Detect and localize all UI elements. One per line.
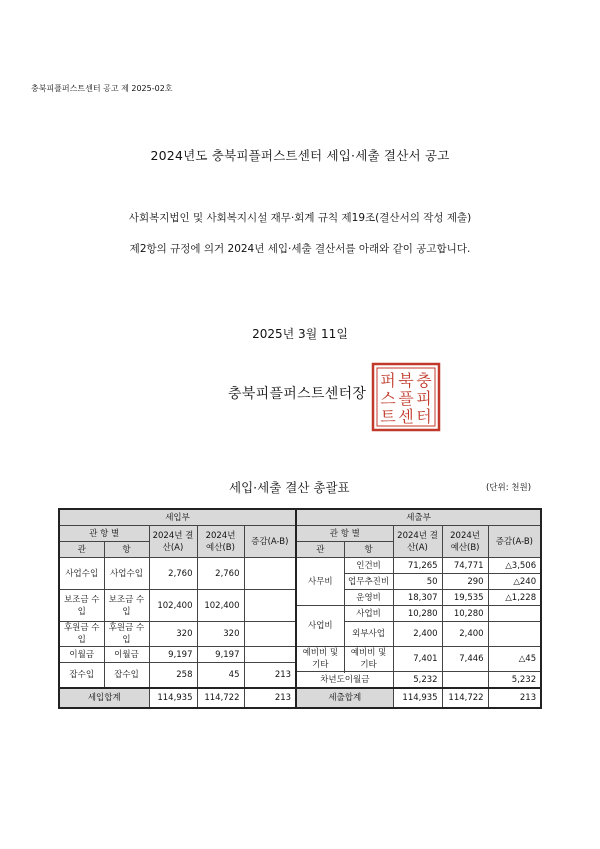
rev-diff-cell	[244, 647, 296, 663]
rev-settle-cell: 320	[149, 622, 197, 647]
rev-budget-cell: 102,400	[197, 590, 244, 622]
exp-col-diff: 증감(A-B)	[488, 526, 541, 558]
exp-hang-cell: 운영비	[344, 590, 393, 606]
rev-budget-cell: 45	[197, 663, 244, 689]
exp-settle-cell: 71,265	[393, 558, 442, 574]
rev-hang-cell: 보조금 수입	[104, 590, 149, 622]
organization-signature: 충북피플퍼스트센터장	[228, 386, 367, 402]
expense-section-header: 세출부	[296, 509, 541, 526]
seal-glyph: 충	[416, 371, 432, 390]
exp-settle-cell: 10,280	[393, 606, 442, 622]
rev-diff-cell	[244, 590, 296, 622]
body-line-2: 제2항의 규정에 의거 2024년 세입·세출 결산서를 아래와 같이 공고합니다.	[129, 243, 471, 255]
exp-settle-cell: 18,307	[393, 590, 442, 606]
rev-gwan-cell: 이월금	[59, 647, 104, 663]
seal-glyph: 센	[398, 407, 414, 426]
exp-gwan-cell: 사업비	[296, 606, 344, 647]
revenue-section-header: 세입부	[59, 509, 296, 526]
rev-col-hang: 항	[104, 542, 149, 558]
rev-settle-cell: 258	[149, 663, 197, 689]
rev-budget-cell: 320	[197, 622, 244, 647]
rev-col-budget: 2024년 예산(B)	[197, 526, 244, 558]
exp-settle-cell: 5,232	[393, 672, 442, 689]
rev-gwan-cell: 잡수입	[59, 663, 104, 689]
exp-budget-cell: 290	[442, 574, 488, 590]
exp-col-hang: 항	[344, 542, 393, 558]
settlement-summary-table	[58, 508, 542, 709]
table-total-row	[59, 688, 541, 708]
seal-glyph: 북	[398, 371, 414, 390]
rev-settle-cell: 9,197	[149, 647, 197, 663]
rev-total-label: 세입합계	[59, 688, 149, 708]
exp-settle-cell: 50	[393, 574, 442, 590]
exp-budget-cell: 7,446	[442, 647, 488, 672]
seal-glyph: 트	[380, 407, 396, 426]
rev-budget-cell: 9,197	[197, 647, 244, 663]
exp-col-budget: 2024년 예산(B)	[442, 526, 488, 558]
exp-budget-cell: 10,280	[442, 606, 488, 622]
rev-col-settle: 2024년 결산(A)	[149, 526, 197, 558]
exp-budget-cell: 2,400	[442, 622, 488, 647]
exp-settle-cell: 7,401	[393, 647, 442, 672]
rev-gwan-cell: 보조금 수입	[59, 590, 104, 622]
rev-settle-cell: 102,400	[149, 590, 197, 622]
exp-total-budget: 114,722	[442, 688, 488, 708]
rev-gwan-cell: 후원금 수입	[59, 622, 104, 647]
official-seal-icon	[370, 361, 442, 433]
exp-hang-cell: 인건비	[344, 558, 393, 574]
rev-col-gwan: 관	[59, 542, 104, 558]
exp-gwan-cell: 사무비	[296, 558, 344, 606]
exp-gwan-cell: 예비비 및 기타	[296, 647, 344, 672]
exp-col-settle: 2024년 결산(A)	[393, 526, 442, 558]
rev-col-diff: 증감(A-B)	[244, 526, 296, 558]
rev-hang-cell: 이월금	[104, 647, 149, 663]
exp-settle-cell: 2,400	[393, 622, 442, 647]
rev-gwan-cell: 사업수입	[59, 558, 104, 590]
summary-title: 세입·세출 결산 총괄표	[229, 480, 350, 495]
exp-gwan-cell: 차년도이월금	[296, 672, 393, 689]
notice-number: 충북피플퍼스트센터 공고 제 2025-02호	[31, 84, 173, 93]
exp-hang-cell: 업무추진비	[344, 574, 393, 590]
notice-date: 2025년 3월 11일	[252, 327, 348, 341]
body-line-1: 사회복지법인 및 사회복지시설 재무·회계 규칙 제19조(결산서의 작성 제출)	[128, 212, 472, 224]
document-title: 2024년도 충북피플퍼스트센터 세입·세출 결산서 공고	[150, 148, 450, 163]
exp-col-gwan: 관	[296, 542, 344, 558]
rev-hang-cell: 잡수입	[104, 663, 149, 689]
exp-diff-cell: △240	[488, 574, 541, 590]
table-row	[59, 647, 541, 663]
rev-hang-cell: 후원금 수입	[104, 622, 149, 647]
exp-budget-cell: 19,535	[442, 590, 488, 606]
exp-diff-cell: △1,228	[488, 590, 541, 606]
exp-diff-cell	[488, 606, 541, 622]
rev-col-gwanhangmok: 관 항 별	[59, 526, 149, 542]
seal-glyph: 퍼	[380, 371, 396, 390]
rev-diff-cell	[244, 558, 296, 590]
exp-total-diff: 213	[488, 688, 541, 708]
rev-total-diff: 213	[244, 688, 296, 708]
seal-glyph: 플	[398, 389, 414, 408]
rev-budget-cell: 2,760	[197, 558, 244, 590]
exp-total-label: 세출합계	[296, 688, 393, 708]
exp-diff-cell: 5,232	[488, 672, 541, 689]
seal-glyph: 피	[416, 389, 432, 408]
rev-hang-cell: 사업수입	[104, 558, 149, 590]
rev-total-settle: 114,935	[149, 688, 197, 708]
exp-col-gwanhangmok: 관 항 별	[296, 526, 393, 542]
unit-label: (단위: 천원)	[486, 483, 532, 493]
exp-diff-cell: △45	[488, 647, 541, 672]
exp-budget-cell	[442, 672, 488, 689]
rev-diff-cell: 213	[244, 663, 296, 689]
exp-hang-cell: 사업비	[344, 606, 393, 622]
exp-budget-cell: 74,771	[442, 558, 488, 574]
exp-diff-cell: △3,506	[488, 558, 541, 574]
exp-total-settle: 114,935	[393, 688, 442, 708]
exp-diff-cell	[488, 622, 541, 647]
exp-hang-cell: 외부사업	[344, 622, 393, 647]
seal-glyph: 스	[380, 389, 396, 408]
rev-diff-cell	[244, 622, 296, 647]
rev-settle-cell: 2,760	[149, 558, 197, 590]
seal-glyph: 터	[416, 407, 432, 426]
table-row	[59, 558, 541, 574]
exp-hang-cell: 예비비 및 기타	[344, 647, 393, 672]
rev-total-budget: 114,722	[197, 688, 244, 708]
